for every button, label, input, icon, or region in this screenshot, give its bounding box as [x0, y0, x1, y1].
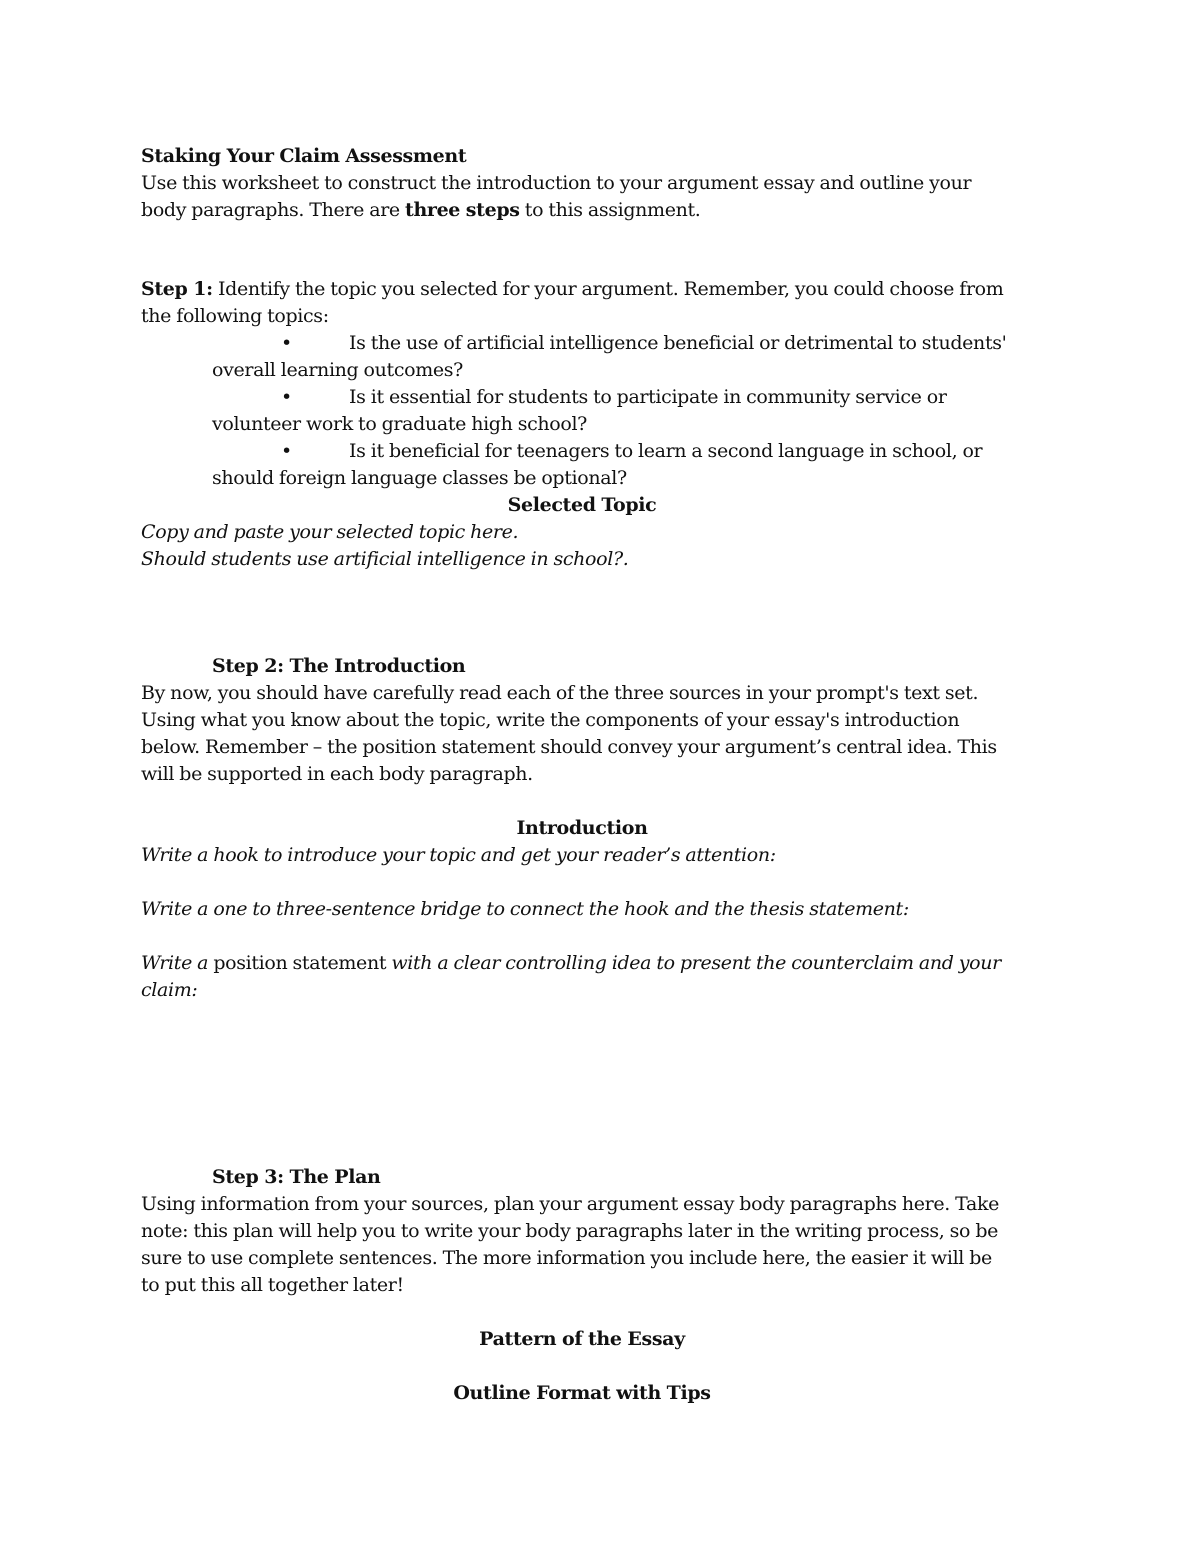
step3-heading: Step 3: The Plan: [212, 1166, 381, 1188]
position-prompt[interactable]: [141, 950, 1041, 977]
topic-continuation: volunteer work to graduate high school?: [212, 413, 588, 435]
spacer: [141, 573, 1041, 653]
step2-heading: Step 2: The Introduction: [212, 655, 466, 677]
step1-line-2: the following topics:: [141, 305, 329, 327]
topic-text: Is it essential for students to participate in community service or: [349, 386, 947, 408]
step1-label: Step 1:: [141, 278, 213, 300]
position-prompt-continued: claim:: [141, 979, 198, 1001]
intro-line-2-post: to this assignment.: [519, 199, 701, 221]
position-pre: Write a: [141, 952, 209, 974]
pattern-heading: Pattern of the Essay: [479, 1328, 685, 1350]
step1-text: Identify the topic you selected for your argument. Remember, you could choose from: [212, 278, 1004, 300]
intro-line-1: Use this worksheet to construct the introduction to your argument essay and outline your: [141, 172, 972, 194]
hook-prompt[interactable]: Write a hook to introduce your topic and get your reader’s attention:: [141, 844, 776, 866]
topic-continuation: should foreign language classes be optional?: [212, 467, 627, 489]
intro-line-2-pre: body paragraphs. There are: [141, 199, 406, 221]
spacer: [141, 1299, 1041, 1326]
three-steps-emphasis: three steps: [405, 199, 520, 221]
step2-line: Using what you know about the topic, write the components of your essay's introduction: [141, 709, 960, 731]
step2-line: By now, you should have carefully read each of the three sources in your prompt's text set.: [141, 682, 979, 704]
topic-text: Is it beneficial for teenagers to learn a second language in school, or: [349, 440, 983, 462]
spacer: [141, 923, 1041, 950]
spacer: [141, 1004, 1041, 1164]
document-title: Staking Your Claim Assessment: [141, 145, 467, 167]
position-post: with a clear controlling idea to present the counterclaim and your: [391, 952, 1001, 974]
spacer: [141, 788, 1041, 815]
topic-text: Is the use of artificial intelligence beneficial or detrimental to students': [349, 332, 1007, 354]
position-mid: position statement: [208, 952, 392, 974]
document-page: [141, 143, 1041, 1407]
step3-line: note: this plan will help you to write your body paragraphs later in the writing process, so be: [141, 1220, 999, 1242]
step3-line: sure to use complete sentences. The more information you include here, the easier it will be: [141, 1247, 992, 1269]
intro-line-2: [141, 197, 1041, 224]
list-item: [141, 384, 1041, 411]
bullet-icon: •: [281, 386, 292, 408]
bullet-icon: •: [281, 332, 292, 354]
topic-list: [141, 330, 1041, 492]
bridge-prompt[interactable]: Write a one to three-sentence bridge to connect the hook and the thesis statement:: [141, 898, 909, 920]
step3-line: Using information from your sources, plan your argument essay body paragraphs here. Take: [141, 1193, 1000, 1215]
spacer: [141, 1353, 1041, 1380]
step1-line-1: [141, 276, 1041, 303]
selected-topic-instruction[interactable]: Copy and paste your selected topic here.: [141, 521, 519, 543]
topic-continuation: overall learning outcomes?: [212, 359, 463, 381]
selected-topic-answer[interactable]: Should students use artificial intelligence in school?.: [141, 548, 629, 570]
selected-topic-heading: Selected Topic: [507, 494, 657, 516]
spacer: [141, 224, 1041, 276]
introduction-heading: Introduction: [516, 817, 648, 839]
list-item: [141, 438, 1041, 465]
step3-line: to put this all together later!: [141, 1274, 404, 1296]
spacer: [141, 869, 1041, 896]
outline-heading: Outline Format with Tips: [453, 1382, 711, 1404]
step2-line: will be supported in each body paragraph.: [141, 763, 533, 785]
bullet-icon: •: [281, 440, 292, 462]
step2-line: below. Remember – the position statement should convey your argument’s central idea. This: [141, 736, 997, 758]
list-item: [141, 330, 1041, 357]
